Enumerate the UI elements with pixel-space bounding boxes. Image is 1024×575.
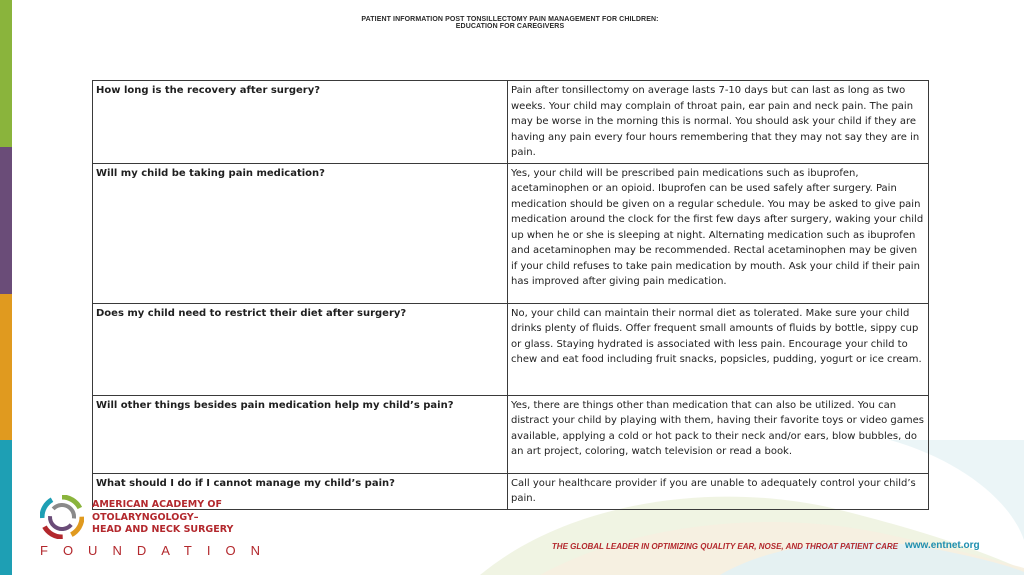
faq-table [92, 80, 929, 510]
faq-row [93, 303, 929, 395]
organization-name-line-3: HEAD AND NECK SURGERY [92, 524, 234, 535]
faq-question: How long is the recovery after surgery? [93, 81, 508, 164]
aao-hns-swirl-logo-icon [40, 495, 84, 539]
document-title [330, 16, 690, 30]
foundation-wordmark: FOUNDATION [40, 543, 275, 558]
website-link[interactable]: www.entnet.org [905, 540, 980, 551]
faq-row [93, 163, 929, 303]
faq-row [93, 81, 929, 164]
faq-question: Will other things besides pain medication help my child’s pain? [93, 395, 508, 473]
faq-answer: No, your child can maintain their normal diet as tolerated. Make sure your child drinks plenty of fluids. Offer frequent small amounts of fluids by bottle, sippy cup or glass. Staying hydrated is associated with less pain. Encourage your child to chew and eat food including fruit snacks, popsicles, pudding, yogurt or ice cream. [508, 303, 929, 395]
accent-stripe-purple [0, 147, 12, 294]
faq-answer: Yes, your child will be prescribed pain medications such as ibuprofen, acetaminophen or an opioid. Ibuprofen can be used safely after surgery. Pain medication should be given on a regular schedule. You may be asked to give pain medication around the clock for the first few days after surgery, waking your child up when he or she is sleeping at night. Alternating medication such as ibuprofen and acetaminophen may be recommended. Rectal acetaminophen may be given if your child refuses to take pain medication by mouth. Ask your child if their pain has improved after giving pain medication. [508, 163, 929, 303]
document-title-line-1: PATIENT INFORMATION POST TONSILLECTOMY PAIN MANAGEMENT FOR CHILDREN: [361, 16, 659, 23]
faq-question: What should I do if I cannot manage my child’s pain? [93, 473, 508, 509]
footer-tagline: THE GLOBAL LEADER IN OPTIMIZING QUALITY EAR, NOSE, AND THROAT PATIENT CARE [551, 542, 898, 551]
accent-stripe-green [0, 0, 12, 147]
accent-stripe-teal [0, 440, 12, 575]
organization-name-line-1: AMERICAN ACADEMY OF [92, 499, 222, 510]
faq-answer: Call your healthcare provider if you are unable to adequately control your child’s pain. [508, 473, 929, 509]
organization-name-line-2: OTOLARYNGOLOGY– [92, 511, 199, 523]
document-title-line-2: EDUCATION FOR CAREGIVERS [455, 23, 565, 30]
faq-answer: Yes, there are things other than medication that can also be utilized. You can distract your child by playing with them, having their favorite toys or video games available, applying a cold or hot pack to their neck and/or ears, blow bubbles, do an art project, coloring, watch television or read a book. [508, 395, 929, 473]
accent-stripe-orange [0, 294, 12, 440]
faq-row [93, 395, 929, 473]
faq-question: Will my child be taking pain medication? [93, 163, 508, 303]
faq-question: Does my child need to restrict their diet after surgery? [93, 303, 508, 395]
organization-name [92, 499, 292, 537]
faq-answer: Pain after tonsillectomy on average lasts 7-10 days but can last as long as two weeks. Your child may complain of throat pain, ear pain and neck pain. The pain may be worse in the morning this is normal. You should ask your child if they are having any pain every four hours remembering that they may not say they are in pain. [508, 81, 929, 164]
